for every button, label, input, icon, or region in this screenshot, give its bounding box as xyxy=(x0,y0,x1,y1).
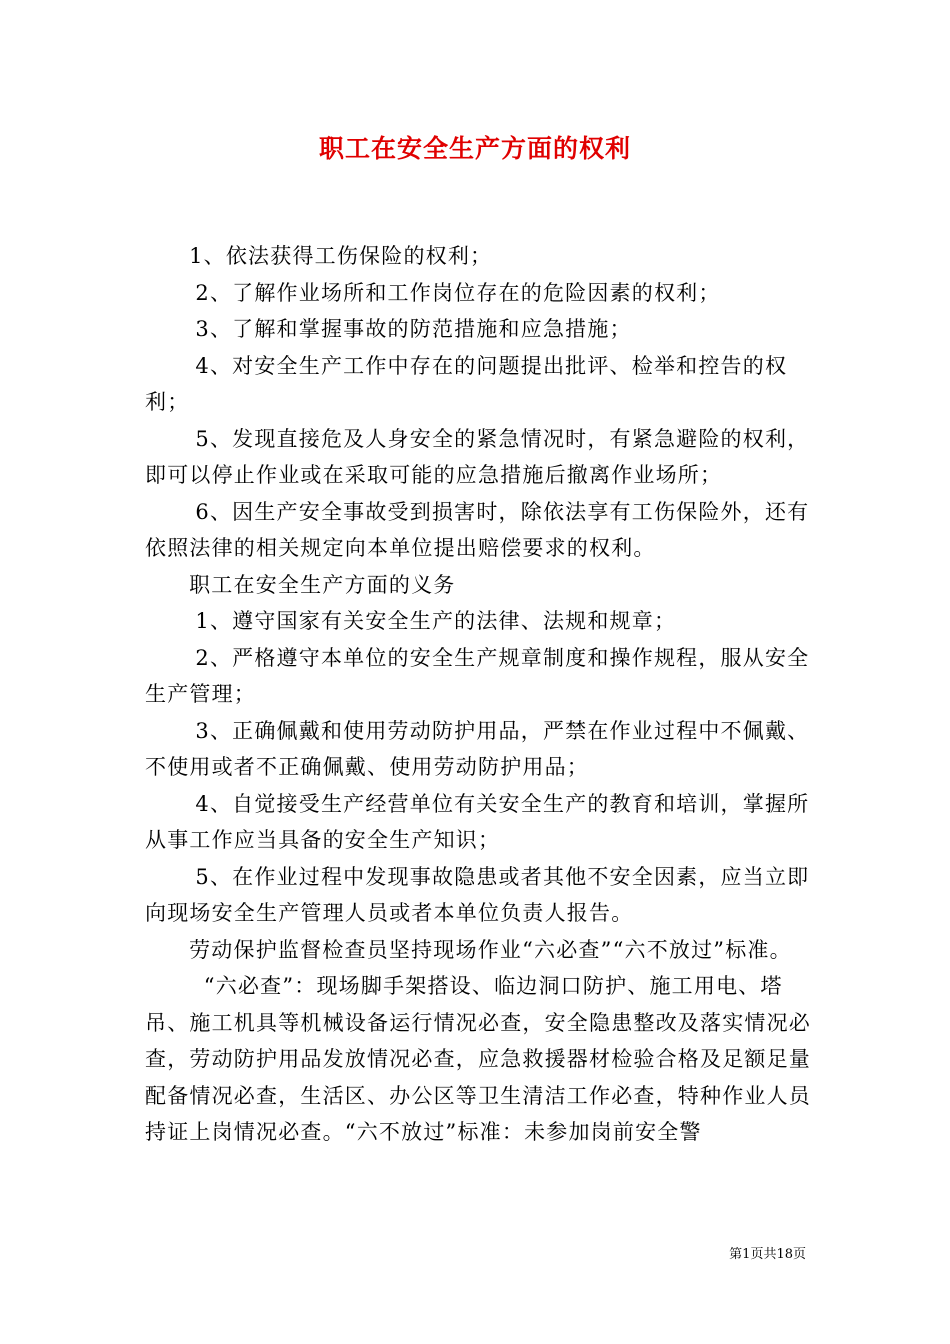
page-number: 第1页共18页 xyxy=(729,1247,806,1262)
paragraph-duty-1: 1、遵守国家有关安全生产的法律、法规和规章； xyxy=(195,609,677,633)
document-body xyxy=(145,238,821,1151)
paragraph-duty-4: 4、自觉接受生产经营单位有关安全生产的教育和培训，掌握所从事工作应当具备的安全生产知识； xyxy=(145,791,810,852)
paragraph-duty-5: 5、在作业过程中发现事故隐患或者其他不安全因素，应当立即向现场安全生产管理人员或者本单位负责人报告。 xyxy=(145,864,810,925)
paragraph-inspection-standard: 劳动保护监督检查员坚持现场作业“六必查”“六不放过”标准。 xyxy=(189,937,792,962)
paragraph-right-4: 4、对安全生产工作中存在的问题提出批评、检举和控告的权利； xyxy=(145,353,788,414)
paragraph-duty-2: 2、严格遵守本单位的安全生产规章制度和操作规程，服从安全生产管理； xyxy=(145,645,810,706)
paragraph-duty-3: 3、正确佩戴和使用劳动防护用品，严禁在作业过程中不佩戴、不使用或者不正确佩戴、使用劳动防护用品； xyxy=(145,718,810,779)
paragraph-right-3: 3、了解和掌握事故的防范措施和应急措施； xyxy=(195,317,632,341)
paragraph-right-6: 6、因生产安全事故受到损害时，除依法享有工伤保险外，还有依照法律的相关规定向本单位提出赔偿要求的权利。 xyxy=(145,499,810,560)
paragraph-right-2: 2、了解作业场所和工作岗位存在的危险因素的权利； xyxy=(195,280,721,305)
page-title: 职工在安全生产方面的权利 xyxy=(318,134,631,163)
section-heading-duties: 职工在安全生产方面的义务 xyxy=(189,572,456,597)
paragraph-right-1: 1、依法获得工伤保险的权利； xyxy=(189,244,493,268)
paragraph-six-checks: “六必查”：现场脚手架搭设、临边洞口防护、施工用电、塔吊、施工机具等机械设备运行情况必查，安全隐患整改及落实情况必查，劳动防护用品发放情况必查，应急救援器材检验合格及足额足量配备情况必查，生活区、办公区等卫生清洁工作必查，特种作业人员持证上岗情况必查。“六不放过”标准：未参加岗前安全警 xyxy=(145,974,811,1144)
paragraph-right-5: 5、发现直接危及人身安全的紧急情况时，有紧急避险的权利，即可以停止作业或在采取可能的应急措施后撤离作业场所； xyxy=(145,426,810,487)
